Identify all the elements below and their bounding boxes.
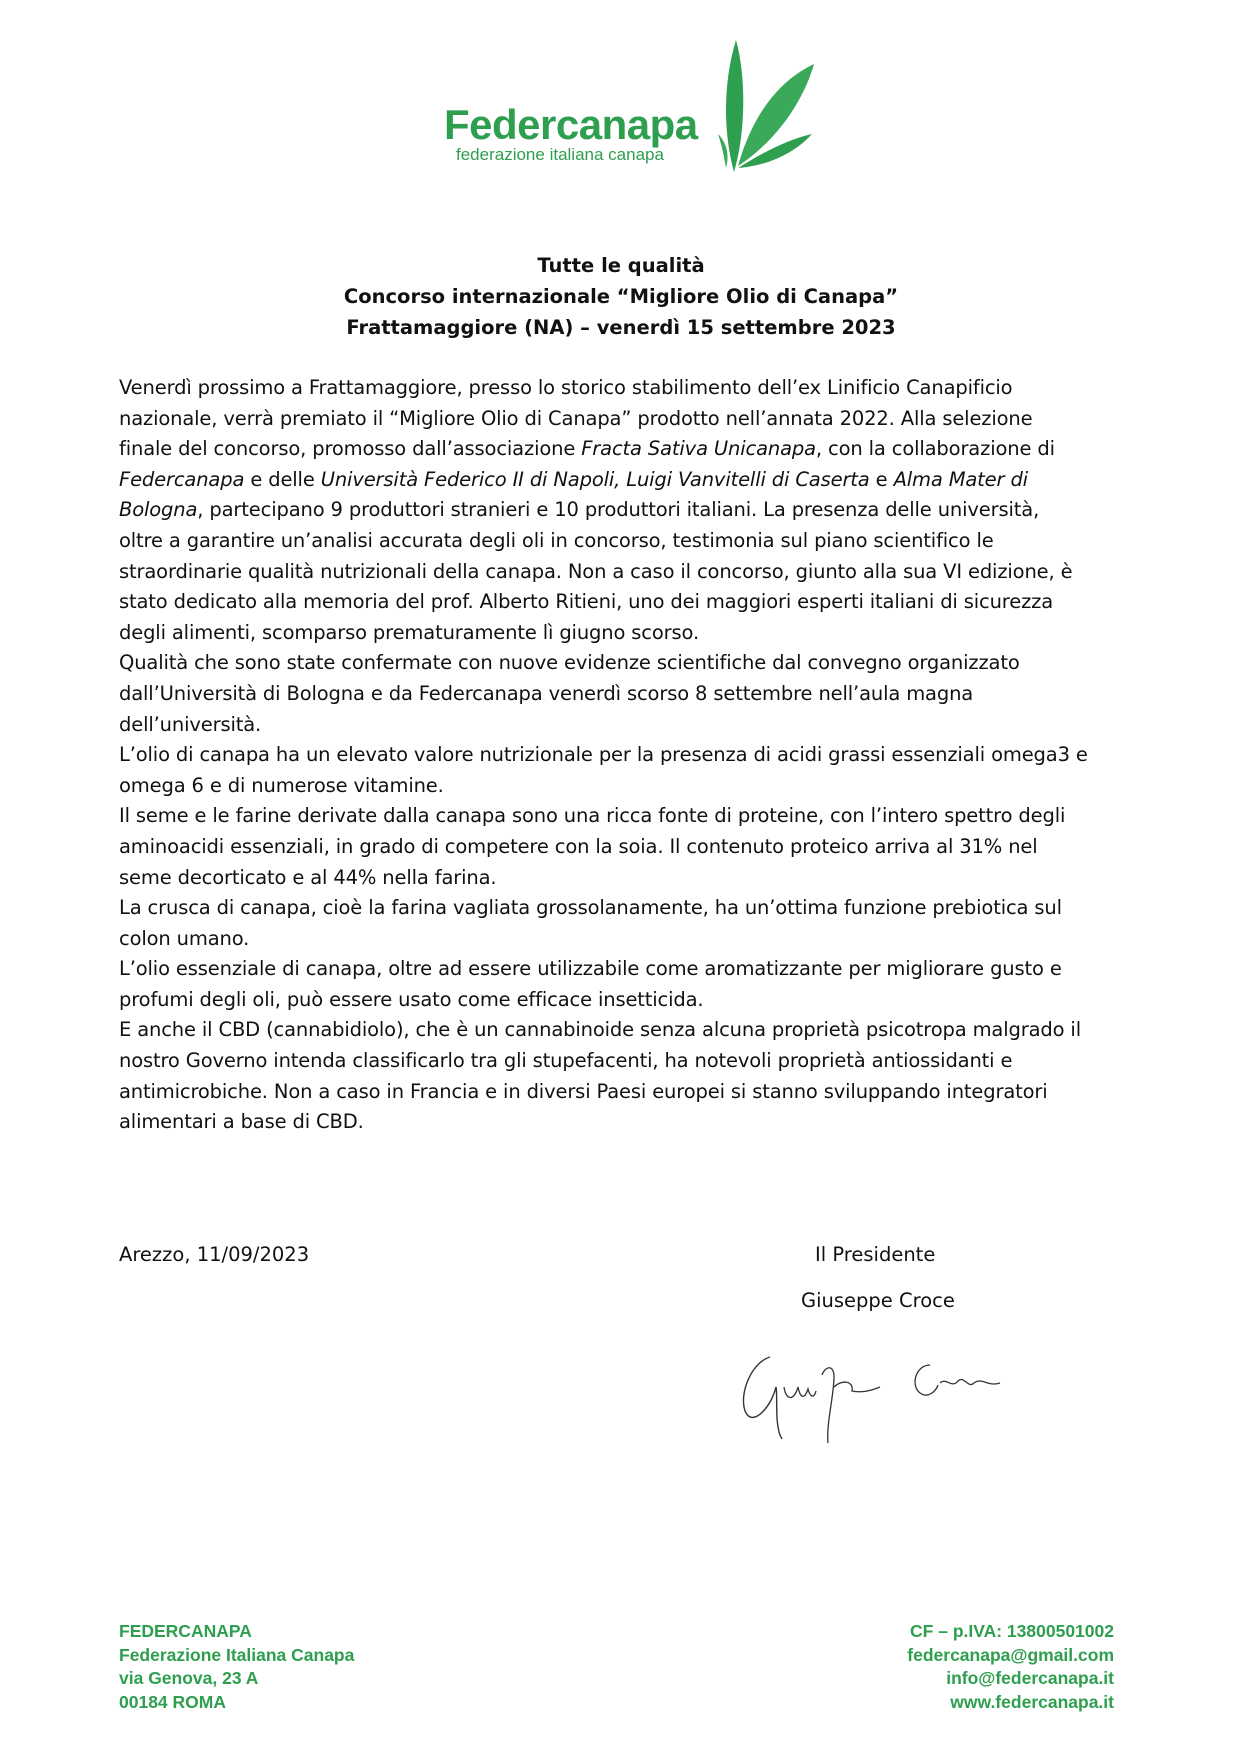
body-line: dall’Università di Bologna e da Federcanapa venerdì scorso 8 settembre nell’aula magna <box>119 681 974 705</box>
body-line: nostro Governo intenda classificarlo tra gli stupefacenti, ha notevoli proprietà antiossidanti e <box>119 1049 1013 1073</box>
body-line: aminoacidi essenziali, in grado di competere con la soia. Il contenuto proteico arriva al 31% nel <box>119 834 1038 858</box>
association-name: Fracta Sativa Unicanapa <box>581 437 816 461</box>
body-line: Qualità che sono state confermate con nuove evidenze scientifiche dal convegno organizzato <box>119 651 1020 675</box>
logo-name: Federcanapa <box>444 101 698 148</box>
body-line: La crusca di canapa, cioè la farina vagliata grossolanamente, ha un’ottima funzione prebiotica sul <box>119 896 1062 920</box>
logo-subtitle: federazione italiana canapa <box>456 145 664 164</box>
footer-org: FEDERCANAPA <box>119 1621 252 1641</box>
title-line-1: Tutte le qualità <box>537 254 705 277</box>
body-line: seme decorticato e al 44% nella farina. <box>119 865 497 889</box>
place-and-date: Arezzo, 11/09/2023 <box>119 1243 310 1266</box>
footer-full-name: Federazione Italiana Canapa <box>119 1644 355 1665</box>
body-line: finale del concorso, promosso dall’associazione Fracta Sativa Unicanapa, con la collaborazione di <box>119 437 1055 461</box>
body-line: L’olio essenziale di canapa, oltre ad essere utilizzabile come aromatizzante per migliorare gusto e <box>119 957 1062 981</box>
body-line: omega 6 e di numerose vitamine. <box>119 773 444 797</box>
body-line: L’olio di canapa ha un elevato valore nutrizionale per la presenza di acidi grassi essenziali omega3 e <box>119 743 1088 767</box>
press-release-title <box>0 250 1242 343</box>
body-line: straordinarie qualità nutrizionali della canapa. Non a caso il concorso, giunto alla sua VI edizione, è <box>119 559 1073 583</box>
body-line: Il seme e le farine derivate dalla canapa sono una ricca fonte di proteine, con l’intero spettro degli <box>119 804 1066 828</box>
signer-name: Giuseppe Croce <box>801 1289 955 1312</box>
title-line-2: Concorso internazionale “Migliore Olio di Canapa” <box>343 285 899 308</box>
footer-contacts <box>907 1620 1114 1714</box>
body-line: oltre a garantire un’analisi accurata degli oli in concorso, testimonia sul piano scientifico le <box>119 528 994 552</box>
footer-email-gmail[interactable]: federcanapa@gmail.com <box>907 1644 1114 1665</box>
footer-street: via Genova, 23 A <box>119 1668 259 1688</box>
body-line: Venerdì prossimo a Frattamaggiore, presso lo storico stabilimento dell’ex Linificio Canapificio <box>119 376 1013 399</box>
body-line: Bologna, partecipano 9 produttori stranieri e 10 produttori italiani. La presenza delle università, <box>119 498 1040 522</box>
body-line: profumi degli oli, può essere usato come efficace insetticida. <box>119 987 704 1011</box>
body-line: stato dedicato alla memoria del prof. Alberto Ritieni, uno dei maggiori esperti italiani di sicurezza <box>119 590 1054 614</box>
body-line: E anche il CBD (cannabidiolo), che è un cannabinoide senza alcuna proprietà psicotropa malgrado il <box>119 1018 1081 1042</box>
body-line: Federcanapa e delle Università Federico II di Napoli, Luigi Vanvitelli di Caserta e Alma Mater di <box>119 467 1028 491</box>
signer-role: Il Presidente <box>815 1243 936 1266</box>
title-line-3: Frattamaggiore (NA) – venerdì 15 settembre 2023 <box>346 316 896 339</box>
body-line: alimentari a base di CBD. <box>119 1110 364 1134</box>
body-line: degli alimenti, scomparso prematuramente lì giugno scorso. <box>119 620 700 644</box>
footer-tax-id: CF – p.IVA: 13800501002 <box>910 1621 1114 1641</box>
footer-email-info[interactable]: info@federcanapa.it <box>946 1668 1114 1688</box>
federcanapa-logo <box>440 36 820 186</box>
footer-address <box>119 1620 354 1714</box>
handwritten-signature <box>730 1335 1030 1445</box>
body-line: dell’università. <box>119 712 262 736</box>
footer-website-link[interactable]: www.federcanapa.it <box>950 1691 1114 1712</box>
body-line: colon umano. <box>119 926 250 950</box>
body-line: antimicrobiche. Non a caso in Francia e in diversi Paesi europei si stanno sviluppando integratori <box>119 1079 1048 1103</box>
footer-city: 00184 ROMA <box>119 1691 226 1712</box>
press-release-body <box>119 373 1129 1138</box>
cannabis-leaf-icon <box>716 36 816 176</box>
body-line: nazionale, verrà premiato il “Migliore Olio di Canapa” prodotto nell’annata 2022. Alla selezione <box>119 406 1033 430</box>
